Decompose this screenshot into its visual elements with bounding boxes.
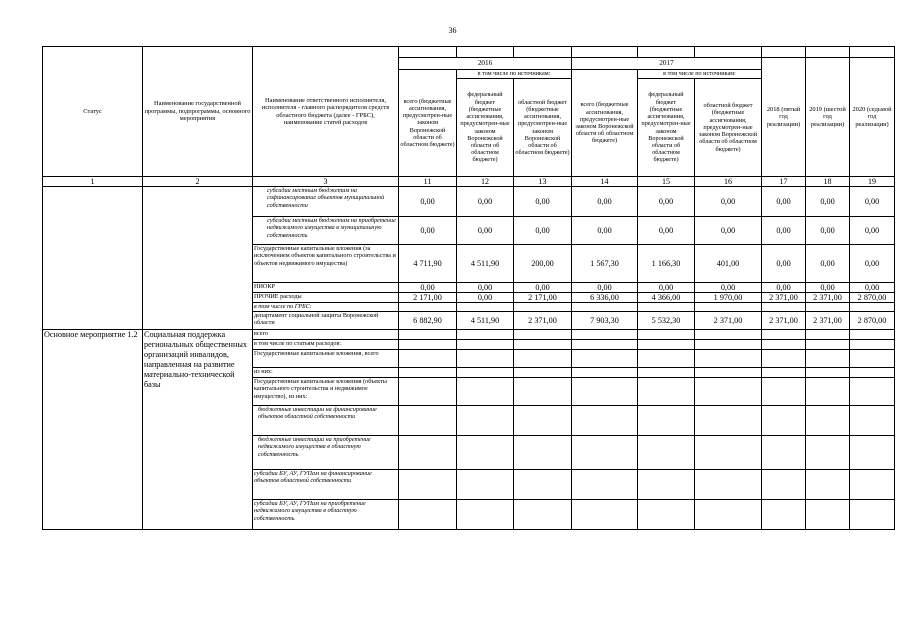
column-number: 2 <box>143 177 253 187</box>
value-cell: 2 870,00 <box>850 312 895 330</box>
value-cell <box>399 500 457 530</box>
value-cell <box>457 406 514 436</box>
value-cell <box>695 330 762 340</box>
column-number: 16 <box>695 177 762 187</box>
value-cell <box>762 500 806 530</box>
year-2018-header: 2018 (пятый год реализации) <box>762 58 806 177</box>
measure-status <box>43 330 143 530</box>
blank-cell <box>806 47 850 58</box>
row-label: бюджетные инвестиции на приобретение недвижимого имущества в областную собственность <box>253 436 399 470</box>
blank-cell <box>572 47 638 58</box>
value-cell: 0,00 <box>572 217 638 245</box>
value-cell <box>762 378 806 406</box>
value-cell <box>399 470 457 500</box>
row-label: всего <box>253 330 399 340</box>
blank-cell <box>695 47 762 58</box>
sources-2016-header: в том числе по источникам: <box>457 70 572 79</box>
value-cell <box>850 303 895 312</box>
value-cell <box>514 378 572 406</box>
value-cell <box>638 303 695 312</box>
name-header: Наименование государственной программы, подпрограммы, основного мероприятия <box>144 100 251 123</box>
value-cell: 0,00 <box>695 283 762 293</box>
year-2016-header: 2016 <box>399 58 572 70</box>
value-cell: 0,00 <box>572 187 638 217</box>
value-cell: 0,00 <box>762 187 806 217</box>
status-header: Статус <box>83 107 102 115</box>
value-cell <box>806 436 850 470</box>
value-cell <box>638 330 695 340</box>
value-cell: 0,00 <box>457 187 514 217</box>
value-cell: 4 366,00 <box>638 293 695 303</box>
value-cell: 401,00 <box>695 245 762 283</box>
column-number-row <box>43 177 895 187</box>
row-label: ПРОЧИЕ расходы <box>253 293 399 303</box>
column-number: 19 <box>850 177 895 187</box>
row-label: Государственные капитальные вложения (объекты капитального строительства и недвижимое имущество), из них: <box>253 378 399 406</box>
value-cell: 2 171,00 <box>514 293 572 303</box>
value-cell <box>762 368 806 378</box>
value-cell <box>695 436 762 470</box>
value-cell <box>806 340 850 350</box>
row-label: субсидии местным бюджетам на софинансирование объектов муниципальной собственности <box>253 187 399 217</box>
value-cell <box>695 470 762 500</box>
value-cell: 0,00 <box>850 187 895 217</box>
value-cell <box>399 350 457 368</box>
value-cell: 0,00 <box>762 283 806 293</box>
blank-cell <box>638 47 695 58</box>
value-cell <box>457 436 514 470</box>
value-cell <box>638 436 695 470</box>
federal-2016-header: федеральный бюджет (бюджетные ассигнования, предусмотрен-ные законом Воронежской области об областном бюджете) <box>457 79 514 177</box>
measure-status-text: Основное мероприятие 1.2 <box>44 330 138 339</box>
value-cell: 0,00 <box>399 217 457 245</box>
column-number: 17 <box>762 177 806 187</box>
value-cell: 0,00 <box>806 245 850 283</box>
row-label: субсидии БУ, АУ, ГУПам на приобретение недвижимого имущества в областную собственность <box>253 500 399 530</box>
value-cell <box>762 303 806 312</box>
row-label: Государственные капитальные вложения, всего <box>253 350 399 368</box>
value-cell <box>695 500 762 530</box>
column-number: 11 <box>399 177 457 187</box>
value-cell <box>638 368 695 378</box>
column-number: 12 <box>457 177 514 187</box>
value-cell <box>514 340 572 350</box>
value-cell <box>806 500 850 530</box>
value-cell: 0,00 <box>638 283 695 293</box>
value-cell: 0,00 <box>850 245 895 283</box>
value-cell <box>572 470 638 500</box>
row-label: из них: <box>253 368 399 378</box>
value-cell <box>457 340 514 350</box>
blank-cell <box>762 47 806 58</box>
value-cell <box>457 330 514 340</box>
value-cell: 7 903,30 <box>572 312 638 330</box>
column-number: 15 <box>638 177 695 187</box>
row-label: в том числе по статьям расходов: <box>253 340 399 350</box>
value-cell <box>695 350 762 368</box>
value-cell: 0,00 <box>514 283 572 293</box>
value-cell <box>514 406 572 436</box>
column-number: 13 <box>514 177 572 187</box>
value-cell <box>695 368 762 378</box>
value-cell <box>399 330 457 340</box>
value-cell <box>850 500 895 530</box>
value-cell <box>695 406 762 436</box>
value-cell <box>457 500 514 530</box>
value-cell: 1 166,30 <box>638 245 695 283</box>
value-cell: 0,00 <box>457 283 514 293</box>
value-cell <box>695 303 762 312</box>
value-cell <box>399 378 457 406</box>
value-cell: 0,00 <box>514 217 572 245</box>
row-label: в том числе по ГРБС: <box>253 303 399 312</box>
responsible-header-cell <box>253 47 399 177</box>
value-cell: 2 371,00 <box>762 293 806 303</box>
value-cell <box>850 350 895 368</box>
year-2020-header: 2020 (седьмой год реализации) <box>850 58 895 177</box>
value-cell: 2 371,00 <box>514 312 572 330</box>
value-cell <box>806 470 850 500</box>
value-cell <box>850 406 895 436</box>
total-2016-header: всего (бюджетные ассигнования, предусмотрен-ные законом Воронежской области об областном бюджете) <box>399 70 457 177</box>
value-cell: 200,00 <box>514 245 572 283</box>
value-cell <box>806 368 850 378</box>
value-cell <box>457 378 514 406</box>
blank-cell <box>457 47 514 58</box>
value-cell <box>762 350 806 368</box>
value-cell: 5 532,30 <box>638 312 695 330</box>
row-label: Государственные капитальные вложения (за исключением объектов капитального строительства и объектов недвижимого имущества) <box>253 245 399 283</box>
regional-2016-header: областной бюджет (бюджетные ассигнования, предусмотрен-ные законом Воронежской области об областном бюджете) <box>514 79 572 177</box>
value-cell <box>457 350 514 368</box>
value-cell <box>572 378 638 406</box>
value-cell <box>695 378 762 406</box>
table-row <box>43 187 895 217</box>
value-cell <box>762 436 806 470</box>
value-cell: 0,00 <box>457 293 514 303</box>
row-label: департамент социальной защиты Воронежской области <box>253 312 399 330</box>
value-cell <box>638 378 695 406</box>
row-label: НИОКР <box>253 283 399 293</box>
value-cell: 6 882,90 <box>399 312 457 330</box>
value-cell: 0,00 <box>806 217 850 245</box>
value-cell <box>850 378 895 406</box>
value-cell <box>638 340 695 350</box>
value-cell: 0,00 <box>514 187 572 217</box>
value-cell <box>514 350 572 368</box>
value-cell <box>457 470 514 500</box>
value-cell <box>457 303 514 312</box>
value-cell <box>572 368 638 378</box>
value-cell: 0,00 <box>850 217 895 245</box>
value-cell <box>514 330 572 340</box>
name-cell <box>143 187 253 330</box>
value-cell <box>806 350 850 368</box>
value-cell <box>762 470 806 500</box>
value-cell <box>850 330 895 340</box>
value-cell <box>806 303 850 312</box>
value-cell <box>457 368 514 378</box>
value-cell <box>572 500 638 530</box>
value-cell <box>850 368 895 378</box>
value-cell <box>572 406 638 436</box>
value-cell <box>806 378 850 406</box>
value-cell: 4 711,90 <box>399 245 457 283</box>
value-cell: 0,00 <box>695 187 762 217</box>
value-cell: 2 371,00 <box>806 293 850 303</box>
value-cell <box>514 303 572 312</box>
value-cell <box>514 436 572 470</box>
blank-cell <box>399 47 457 58</box>
value-cell: 0,00 <box>638 187 695 217</box>
row-label: субсидии местным бюджетам на приобретение недвижимого имущества в муниципальную собственность <box>253 217 399 245</box>
column-number: 3 <box>253 177 399 187</box>
column-number: 18 <box>806 177 850 187</box>
value-cell <box>572 303 638 312</box>
value-cell: 0,00 <box>695 217 762 245</box>
value-cell: 0,00 <box>762 245 806 283</box>
blank-cell <box>850 47 895 58</box>
value-cell: 0,00 <box>399 283 457 293</box>
value-cell: 0,00 <box>762 217 806 245</box>
value-cell <box>399 368 457 378</box>
value-cell <box>399 406 457 436</box>
value-cell <box>638 470 695 500</box>
status-header-cell <box>43 47 143 177</box>
value-cell: 2 171,00 <box>399 293 457 303</box>
name-header-cell <box>143 47 253 177</box>
value-cell: 2 371,00 <box>695 312 762 330</box>
value-cell: 2 371,00 <box>806 312 850 330</box>
row-label: субсидии БУ, АУ, ГУПам на финансирование объектов областной собственности <box>253 470 399 500</box>
value-cell: 0,00 <box>806 283 850 293</box>
budget-table <box>42 46 895 530</box>
value-cell <box>695 340 762 350</box>
value-cell: 1 970,00 <box>695 293 762 303</box>
value-cell: 2 870,00 <box>850 293 895 303</box>
year-2017-header: 2017 <box>572 58 762 70</box>
value-cell <box>514 470 572 500</box>
value-cell <box>572 436 638 470</box>
value-cell: 0,00 <box>399 187 457 217</box>
value-cell <box>762 330 806 340</box>
value-cell <box>806 406 850 436</box>
measure-name <box>143 330 253 530</box>
status-cell <box>43 187 143 330</box>
regional-2017-header: областной бюджет (бюджетные ассигнования, предусмотрен-ные законом Воронежской области об областном бюджете) <box>695 79 762 177</box>
value-cell: 0,00 <box>806 187 850 217</box>
measure-name-text: Социальная поддержка региональных общественных организаций инвалидов, направленная на развитие материально-технической базы <box>144 330 247 389</box>
value-cell <box>399 340 457 350</box>
header-blank-row <box>43 47 895 58</box>
total-2017-header: всего (бюджетные ассигнования, предусмотрен-ные законом Воронежской области об областном бюджете) <box>572 70 638 177</box>
row-label: бюджетные инвестиции на финансирование объектов областной собственности <box>253 406 399 436</box>
value-cell: 6 336,00 <box>572 293 638 303</box>
column-number: 14 <box>572 177 638 187</box>
page-number: 36 <box>448 26 457 35</box>
value-cell <box>572 350 638 368</box>
year-2019-header: 2019 (шестой год реализации) <box>806 58 850 177</box>
value-cell <box>850 470 895 500</box>
sources-2017-header: в том числе по источникам: <box>638 70 762 79</box>
responsible-header: Наименование ответственного исполнителя, исполнителя - главного распорядителя средств областного бюджета (далее - ГРБС), наименование статей расходов <box>261 96 390 126</box>
column-number: 1 <box>43 177 143 187</box>
federal-2017-header: федеральный бюджет (бюджетные ассигнования, предусмотрен-ные законом Воронежской области об областном бюджете) <box>638 79 695 177</box>
value-cell: 0,00 <box>572 283 638 293</box>
value-cell <box>638 350 695 368</box>
value-cell: 4 511,90 <box>457 245 514 283</box>
value-cell: 0,00 <box>638 217 695 245</box>
value-cell: 2 371,00 <box>762 312 806 330</box>
value-cell <box>399 303 457 312</box>
value-cell <box>806 330 850 340</box>
value-cell <box>399 436 457 470</box>
value-cell <box>850 436 895 470</box>
value-cell <box>762 340 806 350</box>
value-cell: 4 511,90 <box>457 312 514 330</box>
table-row <box>43 330 895 340</box>
value-cell: 0,00 <box>850 283 895 293</box>
value-cell <box>514 368 572 378</box>
value-cell <box>762 406 806 436</box>
blank-cell <box>514 47 572 58</box>
value-cell: 0,00 <box>457 217 514 245</box>
value-cell <box>572 340 638 350</box>
value-cell <box>572 330 638 340</box>
value-cell <box>850 340 895 350</box>
value-cell <box>638 406 695 436</box>
value-cell <box>638 500 695 530</box>
value-cell: 1 567,30 <box>572 245 638 283</box>
value-cell <box>514 500 572 530</box>
